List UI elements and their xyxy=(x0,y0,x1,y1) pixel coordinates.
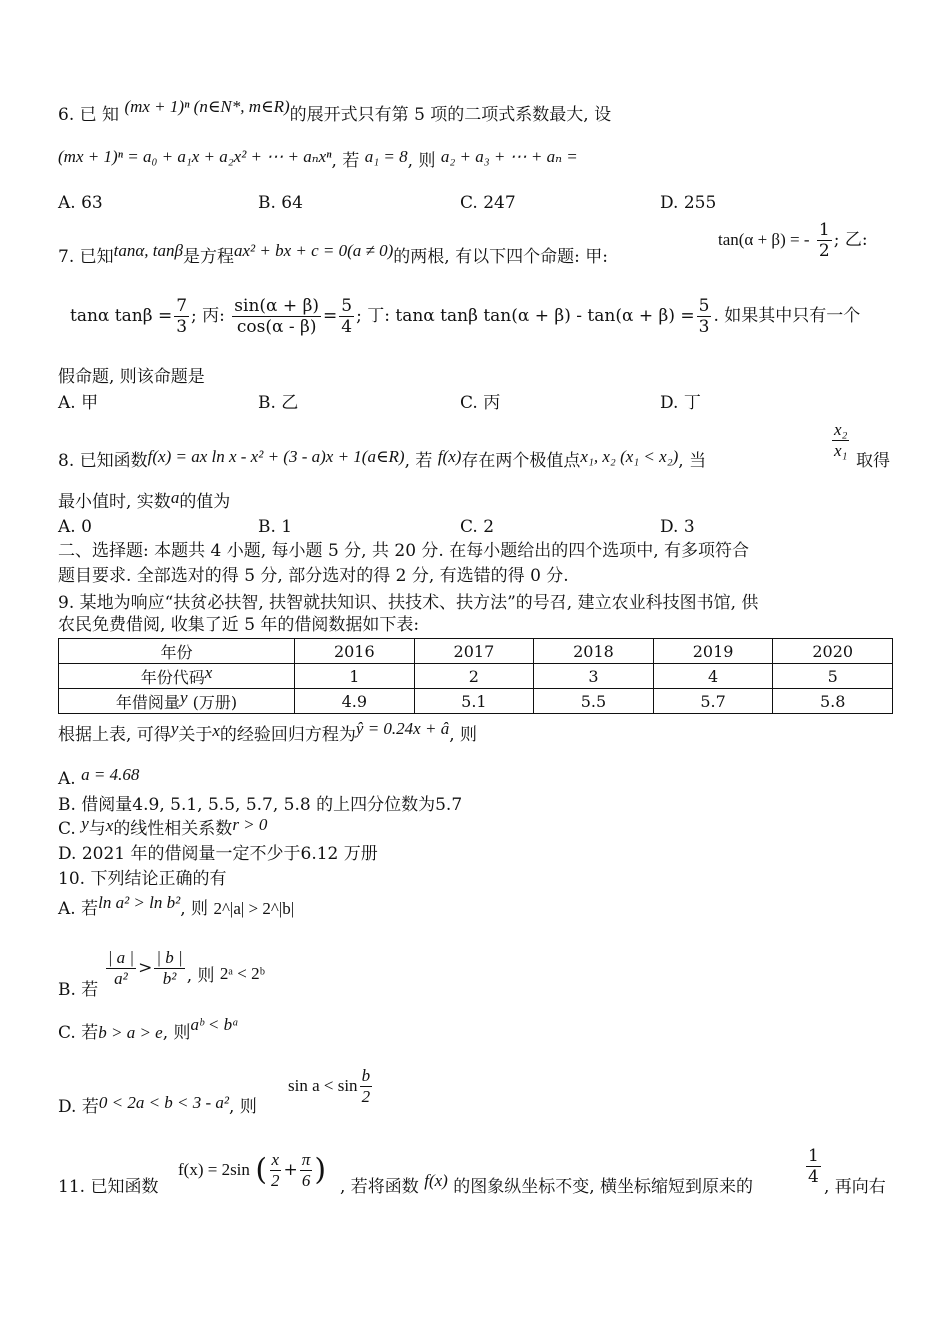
table-cell: 2019 xyxy=(653,639,773,664)
q6-number: 6. xyxy=(58,105,75,125)
table-cell: 2018 xyxy=(534,639,654,664)
row-label-text: 年份 xyxy=(160,642,193,662)
q9-after-d: , 则 xyxy=(449,725,478,745)
q11-q-num: 1 xyxy=(808,1146,819,1166)
q7-bing-rnum: 5 xyxy=(341,296,353,316)
q7-bing-eq: = xyxy=(323,306,338,326)
table-cell: 4.9 xyxy=(295,689,415,714)
q7-line2 xyxy=(70,296,860,337)
q11-x-frac xyxy=(269,1150,282,1191)
q7-text-d: . 如果其中只有一个 xyxy=(713,306,861,326)
q10-c-cond: b > a > e xyxy=(98,1023,163,1042)
q6-condition: a₁ = 8 xyxy=(364,147,408,166)
q7-ding-fraction xyxy=(697,296,712,337)
table-cell: 5 xyxy=(773,664,893,689)
table-cell: 5.1 xyxy=(414,689,534,714)
q11-func: f(x) = 2sin xyxy=(178,1160,250,1179)
q8-line1 xyxy=(58,447,707,472)
q6-option-c: C. 247 xyxy=(460,193,516,213)
q11-x-den: 2 xyxy=(271,1171,280,1190)
table-cell: 3 xyxy=(534,664,654,689)
q7-jia-expr: tan(α + β) = - xyxy=(718,230,810,249)
q6-option-d: D. 255 xyxy=(660,193,717,213)
row-label-text: 年份代码 xyxy=(140,667,205,687)
q11-text-c: 的图象纵坐标不变, 横坐标缩短到原来的 xyxy=(453,1177,754,1197)
q10-a-cond: ln a² > ln b² xyxy=(98,893,181,912)
q7-line3: 假命题, 则该命题是 xyxy=(58,367,205,387)
q9-option-c xyxy=(58,814,268,840)
q9-option-c-text: 与 xyxy=(88,819,106,839)
q10-b-den2: b² xyxy=(162,969,177,988)
q10-d-result: sin a < sin xyxy=(288,1076,358,1095)
table-cell: 1 xyxy=(295,664,415,689)
q10-d-then: , 则 xyxy=(229,1097,257,1117)
q7-yi-label: ; 乙: xyxy=(833,230,868,250)
q6-target: a₂ + a₃ + ⋯ + aₙ = xyxy=(440,147,578,166)
q9-option-c-r: r > 0 xyxy=(232,815,268,834)
q8-take: 取得 xyxy=(856,451,890,471)
q11-tail: , 再向右 xyxy=(824,1177,886,1197)
table-row-label xyxy=(59,664,295,689)
q10-b-frac2 xyxy=(154,948,184,989)
table-cell: 5.8 xyxy=(773,689,893,714)
q9-option-a xyxy=(58,765,140,790)
q11-number: 11. xyxy=(58,1177,86,1197)
q9-regression: ŷ = 0.24x + â xyxy=(355,719,450,738)
q6-text: 的展开式只有第 5 项的二项式系数最大, 设 xyxy=(289,105,612,125)
q6-cond-text: , 若 xyxy=(331,151,360,171)
q9-option-b: B. 借阅量4.9, 5.1, 5.5, 5.7, 5.8 的上四分位数为5.7 xyxy=(58,795,463,815)
q9-option-d: D. 2021 年的借阅量一定不少于6.12 万册 xyxy=(58,844,378,864)
q9-after-b: 关于 xyxy=(178,725,213,745)
q10-d-frac xyxy=(360,1066,373,1107)
q7-jia-fraction xyxy=(817,220,832,261)
section2-line2: 题目要求. 全部选对的得 5 分, 部分选对的得 2 分, 有选错的得 0 分. xyxy=(58,566,569,586)
q11-quarter xyxy=(804,1146,823,1187)
q9-option-c-x: x xyxy=(105,816,114,835)
q10-line: 10. 下列结论正确的有 xyxy=(58,869,227,889)
q9-after-table xyxy=(58,719,478,746)
q10-c-then: , 则 xyxy=(162,1023,191,1043)
q8-option-b: B. 1 xyxy=(258,517,293,537)
q10-b-label: B. 若 xyxy=(58,980,99,1000)
q8-var: a xyxy=(170,488,180,507)
q9-line2: 农民免费借阅, 收集了近 5 年的借阅数据如下表: xyxy=(58,615,420,635)
q6-option-a: A. 63 xyxy=(58,193,103,213)
q10-b-den1: a² xyxy=(114,969,128,988)
q10-d-cond: 0 < 2a < b < 3 - a² xyxy=(98,1093,230,1112)
q11-pi-frac xyxy=(300,1150,313,1191)
q7-bing-rden: 4 xyxy=(341,317,353,337)
q11-pi-num: π xyxy=(301,1150,311,1169)
q7-ding-label: ; 丁: xyxy=(356,306,390,326)
q8-fx: f(x) xyxy=(437,447,462,466)
q11-pi-den: 6 xyxy=(301,1171,311,1190)
row-label-var: x xyxy=(204,662,213,682)
q11-rest xyxy=(340,1171,754,1198)
q7-jia-den: 2 xyxy=(818,241,830,261)
q7-number: 7. xyxy=(58,247,75,267)
table-cell: 5.5 xyxy=(534,689,654,714)
q8-text-c: 存在两个极值点 xyxy=(461,451,581,471)
q6-then-text: , 则 xyxy=(407,151,436,171)
row-label-var: y xyxy=(179,687,188,707)
table-cell: 5.7 xyxy=(653,689,773,714)
q10-c-result: aᵇ < bᵃ xyxy=(190,1015,239,1034)
q8-ratio-num: x₂ xyxy=(834,420,848,439)
q7-option-c: C. 丙 xyxy=(460,393,501,413)
q11-function xyxy=(178,1150,326,1191)
q7-ding-den: 3 xyxy=(698,317,710,337)
q10-b-then: , 则 xyxy=(186,966,215,986)
q7-bing-den: cos(α - β) xyxy=(236,317,317,337)
q9-after-c: 的经验回归方程为 xyxy=(219,725,356,745)
row-label-suffix: (万册) xyxy=(187,692,238,712)
q10-a-result: 2^|a| > 2^|b| xyxy=(213,899,295,918)
q9-data-table xyxy=(58,638,893,714)
q10-a-label: A. 若 xyxy=(58,899,99,919)
left-paren-icon: ( xyxy=(255,1152,268,1188)
q7-yi-den: 3 xyxy=(176,317,188,337)
q7-option-a: A. 甲 xyxy=(58,393,99,413)
q8-option-a: A. 0 xyxy=(58,517,92,537)
q10-c-label: C. 若 xyxy=(58,1023,99,1043)
q11-text-b: , 若将函数 xyxy=(340,1177,419,1197)
right-paren-icon: ) xyxy=(314,1152,327,1188)
q7-option-d: D. 丁 xyxy=(660,393,701,413)
q10-option-d xyxy=(58,1093,257,1118)
q11-x-num: x xyxy=(271,1150,280,1169)
q8-text-d: , 当 xyxy=(678,451,707,471)
q7-yi-fraction xyxy=(174,296,189,337)
q10-b-num2: | b | xyxy=(156,948,183,967)
q7-ding-num: 5 xyxy=(698,296,710,316)
q8-text-b: , 若 xyxy=(404,451,433,471)
q10-b-num1: | a | xyxy=(107,948,135,967)
q7-line1 xyxy=(58,241,608,268)
q9-after-x: x xyxy=(212,721,220,740)
q8-ratio-den: x₁ xyxy=(834,441,848,460)
q10-option-b xyxy=(58,948,265,1000)
q7-bing-rhs xyxy=(339,296,354,337)
q10-b-gt: > xyxy=(138,958,153,978)
q9-option-a-label: A. xyxy=(58,769,76,789)
q7-ding-expr: tanα tanβ tan(α + β) - tan(α + β) = xyxy=(395,306,695,326)
table-row-label xyxy=(59,639,295,664)
q8-text-f: 最小值时, 实数 xyxy=(58,492,171,512)
q6-line1 xyxy=(58,97,612,126)
q9-option-a-expr: a = 4.68 xyxy=(81,765,140,784)
table-cell: 4 xyxy=(653,664,773,689)
q8-ratio xyxy=(830,420,851,461)
table-row xyxy=(59,689,893,714)
q8-ratio-fraction xyxy=(832,420,849,461)
q11-quarter-frac xyxy=(806,1146,821,1187)
table-row-label xyxy=(59,689,295,714)
q8-function: f(x) = ax ln x - x² + (3 - a)x + 1(a∈R) xyxy=(147,447,405,466)
q6-line2 xyxy=(58,147,578,172)
q11-fx: f(x) xyxy=(424,1171,448,1190)
q7-equation: ax² + bx + c = 0(a ≠ 0) xyxy=(233,241,394,260)
q8-option-d: D. 3 xyxy=(660,517,695,537)
q7-bing-num: sin(α + β) xyxy=(234,296,320,316)
section2-line1: 二、选择题: 本题共 4 小题, 每小题 5 分, 共 20 分. 在每小题给出的四个选项中, 有多项符合 xyxy=(58,541,750,561)
q6-option-b: B. 64 xyxy=(258,193,303,213)
q8-points: x₁, x₂ (x₁ < x₂) xyxy=(580,447,679,466)
q7-jia-num: 1 xyxy=(818,220,830,240)
q8-number: 8. xyxy=(58,451,75,471)
table-row xyxy=(59,664,893,689)
table-row xyxy=(59,639,893,664)
table-cell: 2016 xyxy=(295,639,415,664)
table-cell: 2020 xyxy=(773,639,893,664)
q11-q-den: 4 xyxy=(808,1167,819,1187)
q10-option-c xyxy=(58,1015,239,1044)
q7-text-a: 已知 xyxy=(79,247,114,267)
q10-d-den: 2 xyxy=(361,1087,371,1106)
table-cell: 2017 xyxy=(414,639,534,664)
q11-line xyxy=(58,1176,158,1198)
q9-after-a: 根据上表, 可得 xyxy=(58,725,171,745)
q9-option-c-y: y xyxy=(81,814,89,833)
q8-text-a: 已知函数 xyxy=(79,451,148,471)
q10-b-frac1 xyxy=(106,948,136,989)
q8-option-c: C. 2 xyxy=(460,517,495,537)
q7-option-b: B. 乙 xyxy=(258,393,299,413)
q6-lead: 已 知 xyxy=(79,105,120,125)
row-label-text: 年借阅量 xyxy=(115,692,180,712)
q8-text-g: 的值为 xyxy=(179,492,231,512)
q7-text-c: 的两根, 有以下四个命题: 甲: xyxy=(393,247,608,267)
q10-b-result: 2ᵃ < 2ᵇ xyxy=(219,964,265,983)
table-cell: 2 xyxy=(414,664,534,689)
q7-roots: tanα, tanβ xyxy=(113,241,183,260)
q6-expansion: (mx + 1)ⁿ = a₀ + a₁x + a₂x² + ⋯ + aₙxⁿ xyxy=(58,147,332,166)
q9-option-c-text2: 的线性相关系数 xyxy=(113,819,233,839)
q7-bing-label: ; 丙: xyxy=(191,306,225,326)
q9-line1: 9. 某地为响应“扶贫必扶智, 扶智就扶知识、扶技术、扶方法”的号召, 建立农业科技图书馆, 供 xyxy=(58,593,759,613)
q9-option-c-label: C. xyxy=(58,819,76,839)
q7-yi-num: 7 xyxy=(176,296,188,316)
q11-plus: + xyxy=(283,1160,298,1180)
q8-line2 xyxy=(58,488,231,513)
q7-yi-expr: tanα tanβ = xyxy=(70,306,173,326)
q7-bing-fraction xyxy=(232,296,321,337)
q6-expression: (mx + 1)ⁿ (n∈N*, m∈R) xyxy=(124,97,290,116)
q9-after-y: y xyxy=(170,719,179,738)
q10-option-a xyxy=(58,893,295,920)
q10-option-d-result xyxy=(288,1066,374,1107)
q10-d-num: b xyxy=(361,1066,371,1085)
q11-text-a: 已知函数 xyxy=(90,1177,159,1197)
q10-d-label: D. 若 xyxy=(58,1097,99,1117)
q10-a-then: , 则 xyxy=(180,899,209,919)
q7-jia xyxy=(718,220,868,261)
q7-text-b: 是方程 xyxy=(182,247,234,267)
